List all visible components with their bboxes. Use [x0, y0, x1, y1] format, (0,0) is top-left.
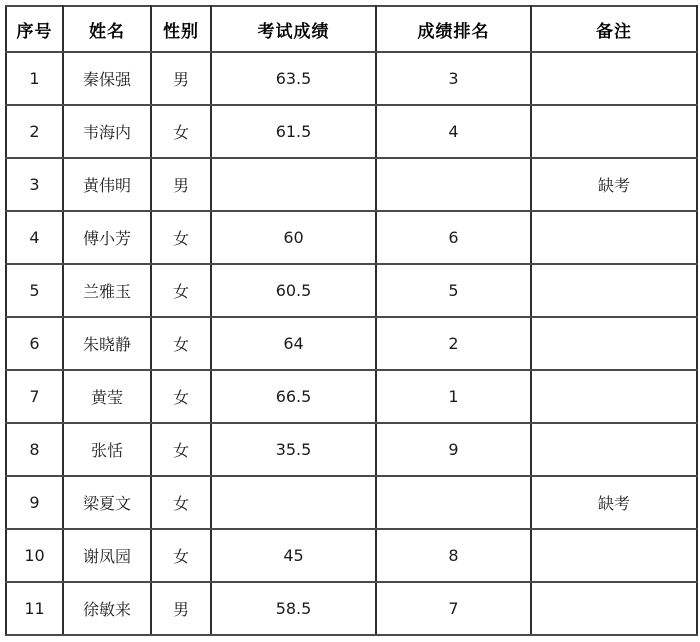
cell-name: 梁夏文 [63, 476, 151, 529]
cell-gender: 男 [151, 158, 211, 211]
cell-score: 35.5 [211, 423, 376, 476]
cell-score: 45 [211, 529, 376, 582]
cell-name: 黄莹 [63, 370, 151, 423]
cell-serial: 2 [6, 105, 63, 158]
cell-serial: 9 [6, 476, 63, 529]
column-header-remark: 备注 [531, 6, 697, 52]
cell-remark [531, 211, 697, 264]
cell-remark [531, 264, 697, 317]
cell-serial: 11 [6, 582, 63, 635]
cell-score: 66.5 [211, 370, 376, 423]
cell-score: 60 [211, 211, 376, 264]
cell-gender: 男 [151, 582, 211, 635]
cell-rank: 8 [376, 529, 531, 582]
cell-serial: 4 [6, 211, 63, 264]
cell-remark [531, 105, 697, 158]
cell-name: 谢凤园 [63, 529, 151, 582]
cell-score: 64 [211, 317, 376, 370]
table-row [6, 264, 697, 317]
cell-gender: 女 [151, 423, 211, 476]
cell-name: 张恬 [63, 423, 151, 476]
cell-gender: 女 [151, 211, 211, 264]
cell-remark [531, 317, 697, 370]
cell-serial: 6 [6, 317, 63, 370]
cell-serial: 1 [6, 52, 63, 105]
cell-serial: 3 [6, 158, 63, 211]
table-body [6, 52, 697, 635]
cell-gender: 女 [151, 476, 211, 529]
cell-remark [531, 52, 697, 105]
cell-rank: 6 [376, 211, 531, 264]
cell-score: 61.5 [211, 105, 376, 158]
cell-gender: 女 [151, 370, 211, 423]
cell-name: 傅小芳 [63, 211, 151, 264]
cell-name: 黄伟明 [63, 158, 151, 211]
cell-rank: 3 [376, 52, 531, 105]
cell-name: 徐敏来 [63, 582, 151, 635]
table-row [6, 317, 697, 370]
cell-rank: 7 [376, 582, 531, 635]
table-row [6, 158, 697, 211]
cell-remark [531, 423, 697, 476]
cell-remark: 缺考 [531, 476, 697, 529]
table-row [6, 476, 697, 529]
cell-name: 秦保强 [63, 52, 151, 105]
cell-remark [531, 370, 697, 423]
table-row [6, 529, 697, 582]
table-row [6, 423, 697, 476]
cell-name: 朱晓静 [63, 317, 151, 370]
table-row [6, 582, 697, 635]
table-row [6, 370, 697, 423]
column-header-serial: 序号 [6, 6, 63, 52]
exam-score-table [5, 5, 698, 636]
cell-score [211, 158, 376, 211]
table-header-row [6, 6, 697, 52]
cell-rank: 9 [376, 423, 531, 476]
cell-serial: 10 [6, 529, 63, 582]
cell-gender: 女 [151, 529, 211, 582]
cell-name: 韦海内 [63, 105, 151, 158]
cell-rank: 5 [376, 264, 531, 317]
cell-gender: 女 [151, 264, 211, 317]
cell-rank: 1 [376, 370, 531, 423]
table-row [6, 105, 697, 158]
column-header-gender: 性别 [151, 6, 211, 52]
cell-rank: 4 [376, 105, 531, 158]
cell-serial: 8 [6, 423, 63, 476]
cell-remark [531, 582, 697, 635]
cell-rank: 2 [376, 317, 531, 370]
cell-gender: 男 [151, 52, 211, 105]
cell-score: 60.5 [211, 264, 376, 317]
cell-serial: 5 [6, 264, 63, 317]
cell-name: 兰雅玉 [63, 264, 151, 317]
cell-gender: 女 [151, 105, 211, 158]
column-header-rank: 成绩排名 [376, 6, 531, 52]
table-row [6, 52, 697, 105]
cell-remark [531, 529, 697, 582]
column-header-name: 姓名 [63, 6, 151, 52]
cell-score [211, 476, 376, 529]
cell-remark: 缺考 [531, 158, 697, 211]
cell-rank [376, 158, 531, 211]
cell-gender: 女 [151, 317, 211, 370]
cell-rank [376, 476, 531, 529]
cell-serial: 7 [6, 370, 63, 423]
cell-score: 63.5 [211, 52, 376, 105]
column-header-score: 考试成绩 [211, 6, 376, 52]
table-row [6, 211, 697, 264]
cell-score: 58.5 [211, 582, 376, 635]
